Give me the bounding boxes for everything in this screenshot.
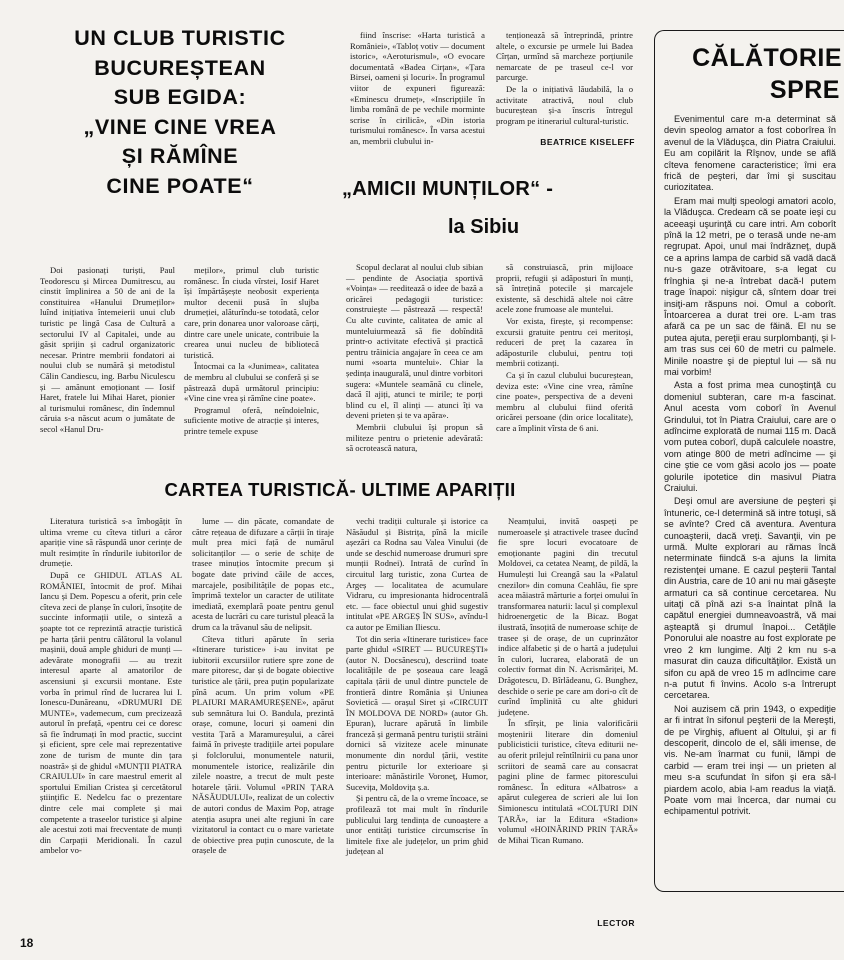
article3-col3-p3: Și pentru că, de la o vreme încoace, se profilează tot mai mult în rîndurile publicului larg tendința de cunoaștere a unor entități turistice circumscrise în limitele fixe ale județelor, un prim ghid județean al xyxy=(346,793,488,857)
sidebar-paragraph: Noi auzisem că prin 1943, o expediţie ar fi intrat în sifonul peşterii de la Mereşti, de pe Virghiş, afluent al Oltului, şi ar fi descoperit, dincolo de el, săli imense, de vis. Ne-am înarmat cu funii, lămpi de carbid — eram trei inşi — un prieten al meu s-a scufundat în sifon şi era să-l piardem acolo, abia l-am readus la viaţă. Poate vom mai încerca, dar numai cu echipamentul potrivit. xyxy=(664,703,836,817)
page-number: 18 xyxy=(20,936,34,950)
article2-col2-p1: să construiască, prin mijloace proprii, refugii și adăposturi în munți, să întrețină potecile și marcajele existente, să deschidă altele noi către acele zone frumoase ale muntelui. xyxy=(496,262,633,315)
article2-title-line1: „AMICII MUNȚILOR“ - xyxy=(342,178,554,200)
article2-column-1 xyxy=(346,262,483,454)
article1-signature: BEATRICE KISELEFF xyxy=(540,137,635,147)
sidebar-title-line2: SPRE xyxy=(769,76,840,104)
article3-col4-p1: Neamțului, invită oaspeți pe numeroasele și atractivele trasee ducînd fie spre locuri evocatoare de emoționante pagini din trecutul Moldovei, ca cetatea Neamț, de pildă, la Humulești lui Creangă sau la «Palatul cnezilor» din comuna Ceahlău, fie spre acea măiastră mărturie a forței omului în transformarea naturii: lacul și complexul hidroenergetic de la Bicaz. Bogat ilustrată, însoțită de numeroase schițe de trasee și de orașe, de un cuprinzător indice alfabetic și de o hartă a județului în culori, lucrarea, elaborată de un colectiv format din N. Acrismăriței, M. Drăgotescu, D. Bîrlădeanu, G. Bunghez, deschide o serie pe care am dori-o cît de curînd împlinită cu alte ghiduri județene. xyxy=(498,516,638,717)
article2-col2-p2: Vor exista, firește, și recompense: excursii gratuite pentru cei meritoși, reduceri de preț la cazarea în adăposturile clubului, pentru toți membrii cotizanți. xyxy=(496,315,633,369)
article3-col3-p1: vechi tradiții culturale și istorice ca Năsăudul și Bistrița, pînă la micile așezări ca Rodna sau Valea Vinului (de unde se deschid numeroase drumuri spre munții Rodnei). Intrată de curînd în circuitul larg turistic, zona Curtea de Argeș — localitatea de acumulare Vidraru, cu impresionanta hidrocentrală etc. — face obiectul unui ghid sugestiv intitulat «PE ARGEȘ ÎN SUS», avîndu-l ca autor pe Emilian Iliescu. xyxy=(346,516,488,632)
article1-title: UN CLUB TURISTIC BUCUREȘTEAN SUB EGIDA: „VINE CINE VREA ȘI RĂMÎNE CINE POATE“ xyxy=(74,26,286,198)
article3-column-2 xyxy=(192,516,334,928)
article3-column-3 xyxy=(346,516,488,928)
sidebar-paragraph: Deşi omul are aversiune de peşteri şi întuneric, ce-l determină să intre totuşi, să se avînte? Cred că aventura. Aventura cunoaşterii, dacă vreţi. Savanţii, vin pe urmă. Multe explorari au rămas încă neterminate fiindcă s-a ajuns la limita rezistenţei umane. E cazul peşterii Tantal din Austria, care de 10 ani nu mai găseşte armaturi ca să continue cercetarea. Nu uitaţi că pînă azi s-a înaintat pînă la capătul energiei dumneavoastră, vă mai aşteaptă şi drumul înapoi... Cetăţile Ponorului ale noastre au fost explorate pe vreo 2 km lungime. Alţi 2 km nu s-a masurat din cauza dificultăţilor. Există un sifon cu apă de vreo 15 m adîncime care n-a putut fi învins. Acolo s-a întrerupt cercetarea. xyxy=(664,496,836,701)
article2-col1-p1: Scopul declarat al noului club sibian — pendinte de Asociația sportivă «Voința» — reeditează o idee de bază a oricărei pedagogii turistice: construiește — păstrează — respectă! Cu alte cuvinte, calitatea de amic al munteluiurmează să fie dobîndită printr-o activitate efectivă și practică pentru trăinicia angajare în ceea ce am numi «soarta muntelui». Chiar la ședința inaugurală, unul dintre vorbitori sugera: «Muntele seamănă cu clinele, dacă îl ajiți, atunci te mirile; te porți blind cu el, îl alinți — atunci îți va deveni prieten și te va apăra». xyxy=(346,262,483,421)
sidebar-paragraph: Eram mai mulţi speologi amatori acolo, la Vlăduşca. Credeam că se poate ieşi cu aceeaşi uşurinţă cu care intri. Am coborît pînă la 12 metri, pe o terasă unde ne-am regrupat. Apoi, unul mai îndrăzneţ, după ce a aprins lampa de carbid să vadă dacă nu-s gaze otrăvitoare, s-a legat cu frînghia şi ne-a întrebat dacă-l putem trage înapoi: nişigur că, sîntem doar trei insiţi-am răspuns noi. Omul a coborît. Întoarcerea a durat trei ore. L-am tras afară ca pe un sac de făină. El nu se putea ajuta, pereţii erau surplombanţi, şi l-am tras sus cei 60 de metri cu palmele. Minile noastre şi de pieptul lui — să nu mai vorbim! xyxy=(664,195,836,377)
article3-col4-p2: În sfîrșit, pe linia valorificării moștenirii literare din domeniul publicisticii turistice, cîteva editurii ne-au oferit prilejul reîntîlnirii cu pana unor scriitori de seamă care au consacrat pagini pline de farmec pitorescului românesc. În editura «Albatros» a apărut culegerea de scrieri ale lui Ion Simionescu intitulată «COLȚURI DIN ȚARĂ», iar la Editura «Stadion» volumul «HOINĂRIND PRIN ȚARĂ» de Mihai Tican Rumano. xyxy=(498,718,638,845)
article1-col1-p1: Doi pasionați turiști, Paul Teodorescu și Mircea Dumitrescu, au cinstit împlinirea a 50 de ani de la constituirea «Hanului Drumeților» luînd inițiativa întemeierii unui club turistic pe lingă Casa de Cultură a sectorului IV al Capitalei, unde au găsit sprijin și cadrul organizatoric necesar. Printre membrii fondatori ai noului club se numără și metodistul Călin Candiescu, ing. Barbu Niculescu și — amănunt emoționant — Iosif Haret, fratele lui Mihai Haret, pionier al turismului românesc, din îndemnul căruia s-a născut acum o jumătate de secol «Hanul Dru- xyxy=(40,265,175,434)
article2-col2-p3: Ca și în cazul clubului bucureștean, deviza este: «Vine cine vrea, rămîne cine poate», perspectiva de a deveni membru al clubului fiind oferită oricărei persoane (din orice localitate), care a împlinit vîrsta de 6 ani. xyxy=(496,369,633,433)
article3-col3-p2: Tot din seria «Itinerare turistice» face parte ghidul «SIRET — BUCUREȘTI» (autor N. Docsănescu), descriind toate localitățile de pe șoseaua care leagă capitala țării de unul dintre punctele de frontieră dintre România și Uniunea Sovietică — orașul Siret și «CIRCUIT ÎN MOLDOVA DE NORD» (autor Gh. Epuran), lucrare apărută în limbile franceză și germană pentru turiștii străini dornici să viziteze acele minunate monumente din nordul țării, vestite pentru picturile lor exterioare și interioare: mănăstirile Voroneț, Humor, Sucevița, Moldovița ș.a. xyxy=(346,633,488,792)
article3-col2-p1: lume — din păcate, comandate de către rețeaua de difuzare a cărții în tiraje mult prea mici față de numărul solicitanților — o serie de schițe de trasee minuțios întocmite precum și bogate date privind căile de acces, marcajele, posibilitățile de popas etc., împrimă textelor un caracter de utilitate imediată, exemplară poate pentru genul acesta de lucrări cu care turistul pleacă la drum ca la trăvanul său de nelipsit. xyxy=(192,516,334,632)
article3-col1-p1: Literatura turistică s-a îmbogățit în ultima vreme cu cîteva titluri a căror apariție vine să răspundă unor cerințe de mult resimțite în rîndurile iubitorilor de drumeție. xyxy=(40,516,182,569)
article2-col1-p2: Membrii clubului își propun să militeze pentru o prietenie adevărată: să ocrotească natura, xyxy=(346,421,483,454)
article1-col3-p1: fiind înscrise: «Harta turistică a României», «Tabloț votiv — document istoric», «Aeroturismul», «O evocare documentată «Badea Cirțan», «Țara Birsei, oameni și locuri». În programul viitor de expuneri figurează: «Eminescu drumeț», «Inscripțiile în limba română de pe vechile morminte scrise în cirilică», «Din istoria turismului românesc». În varsa acestui an, membrii clubului in- xyxy=(350,30,485,146)
article1-column-1 xyxy=(40,265,175,434)
sidebar-title-line1: CĂLĂTORIE xyxy=(692,44,842,72)
article1-column-4 xyxy=(496,30,633,130)
sidebar-paragraph: Evenimentul care m-a determinat să devin speolog amator a fost coborîrea în avenul de la Vlăduşca, din Piatra Craiului. Eu am copilărit la Rîşnov, unde se află cîteva fenomene caracteristice; îmi era frică de peşteri, dar îmi şi suscitau curiozitatea. xyxy=(664,114,836,193)
article2-column-2 xyxy=(496,262,633,433)
article2-title-line2: la Sibiu xyxy=(448,216,520,238)
article1-col2-p3: Programul oferă, neîndoielnic, suficiente motive de atracție și interes, printre temele expuse xyxy=(184,404,319,436)
article1-col4-p2: De la o inițiativă lăudabilă, la o activitate atractivă, noul club bucureștean și-a înscris întregul program pe itinerariul cultural-turistic. xyxy=(496,83,633,126)
sidebar-body xyxy=(664,114,836,884)
article1-column-3 xyxy=(350,30,485,150)
article1-col2-p1: meților», primul club turistic românesc. În ciuda vîrstei, Iosif Haret își împărtășește neobosit experiența multor decenii pusă în slujba drumeției, alăturîndu-se totodată, celor care, prin donarea unor valoroase cărți, dintre care unele unicate, contribuie la crearea unui nucleu de bibliotecă turistică. xyxy=(184,265,319,360)
article3-title: CARTEA TURISTICĂ- ULTIME APARIȚII xyxy=(164,479,516,500)
article3-col2-p2: Cîteva titluri apărute în seria «Itinerare turistice» i-au invitat pe iubitorii excursiilor rutiere spre zone de mare pitoresc, dar și de bogate obiective turistice ale țării, prea puțin popularizate pînă acum. Un prim volum «PE PLAIURI MARAMUREȘENE», apărut sub semnătura lui O. Bandula, prezintă orașe, comune, locuri și oameni din vestita Țară a Maramureșului, a cărei faimă în privește tradițiile artei populare și folclorului, monumentele naturii, monumentele istorice, realizările din zilele noastre, a trecut de mult peste hotarele țării. Volumul «PRIN ȚARA NĂSĂUDULUI», realizat de un colectiv de autori condus de Maxim Pop, atrage atenția asupra unei alte regiuni în care vizitatorul ia contact cu o mare varietate de obiective prea puțin cunoscute, de la orașele de xyxy=(192,633,334,856)
article3-column-4 xyxy=(498,516,638,916)
article1-column-2 xyxy=(184,265,319,436)
article1-col4-p1: tenționează să întreprindă, printre altele, o excursie pe urmele lui Badea Cîrțan, urmînd să marcheze porțiunile nemarcate de pe traseul ce-l vor parcurge. xyxy=(496,30,633,83)
sidebar-paragraph: Asta a fost prima mea cunoştinţă cu domeniul subteran, care m-a fascinat. Anul acesta vom coborî în Avenul Grindului, tot în Piatra Craiului, care are o adîncime explorată de numai 115 m. Dacă vom putea coborî, după calculele noastre, vom atinge 800 de metri adîncime — şi cine ştie ce vom găsi acolo jos — poate golurile ipotetice din masivul Piatra Craiului. xyxy=(664,380,836,493)
article1-col2-p2: Întocmai ca la «Junimea», calitatea de membru al clubului se conferă și se păstrează după următorul principiu: «Vine cine vrea și rămîne cine poate». xyxy=(184,361,319,404)
article3-signature: LECTOR xyxy=(597,918,635,928)
article3-col1-p2: După ce GHIDUL ATLAS AL ROMÂNIEI, întocmit de prof. Mihai Iancu și Dem. Popescu a oferit, prin cele cîteva zeci de planșe în culori, însoțite de succinte informații utile, o sinteză a șoapte tot ce reprezintă atracție turistică pe harta țării pentru călătorul la volanul mașinii, două ample ghiduri de munți — adevărate monografii — au trezit interesul aparte al amatorilor de ascensiuni și excursii montane. Este vorba în primul rînd de lucrarea lui I. Ionescu-Dunăreanu, «DRUMURI DE MUNTE», vademecum, cum precizează autorul în prefață, «pentru cei ce doresc să fie îndrumați în mod practic, succint și eficient, spre cele mai reprezentative zone de turism de munte din țara noastră» și de ghidul «MUNȚII PIATRA CRAIULUI» în care maestrul emerit al sportului Emilian Cristea și cercetătorul științific E. Nedelcu fac o prezentare dintre cele mai complete și mai competente a traseelor turistice și alpine ale acestui zoti mai frecventate de munți din Carpații Meridionali. În cazul ambelor vo- xyxy=(40,569,182,856)
article3-column-1 xyxy=(40,516,182,928)
